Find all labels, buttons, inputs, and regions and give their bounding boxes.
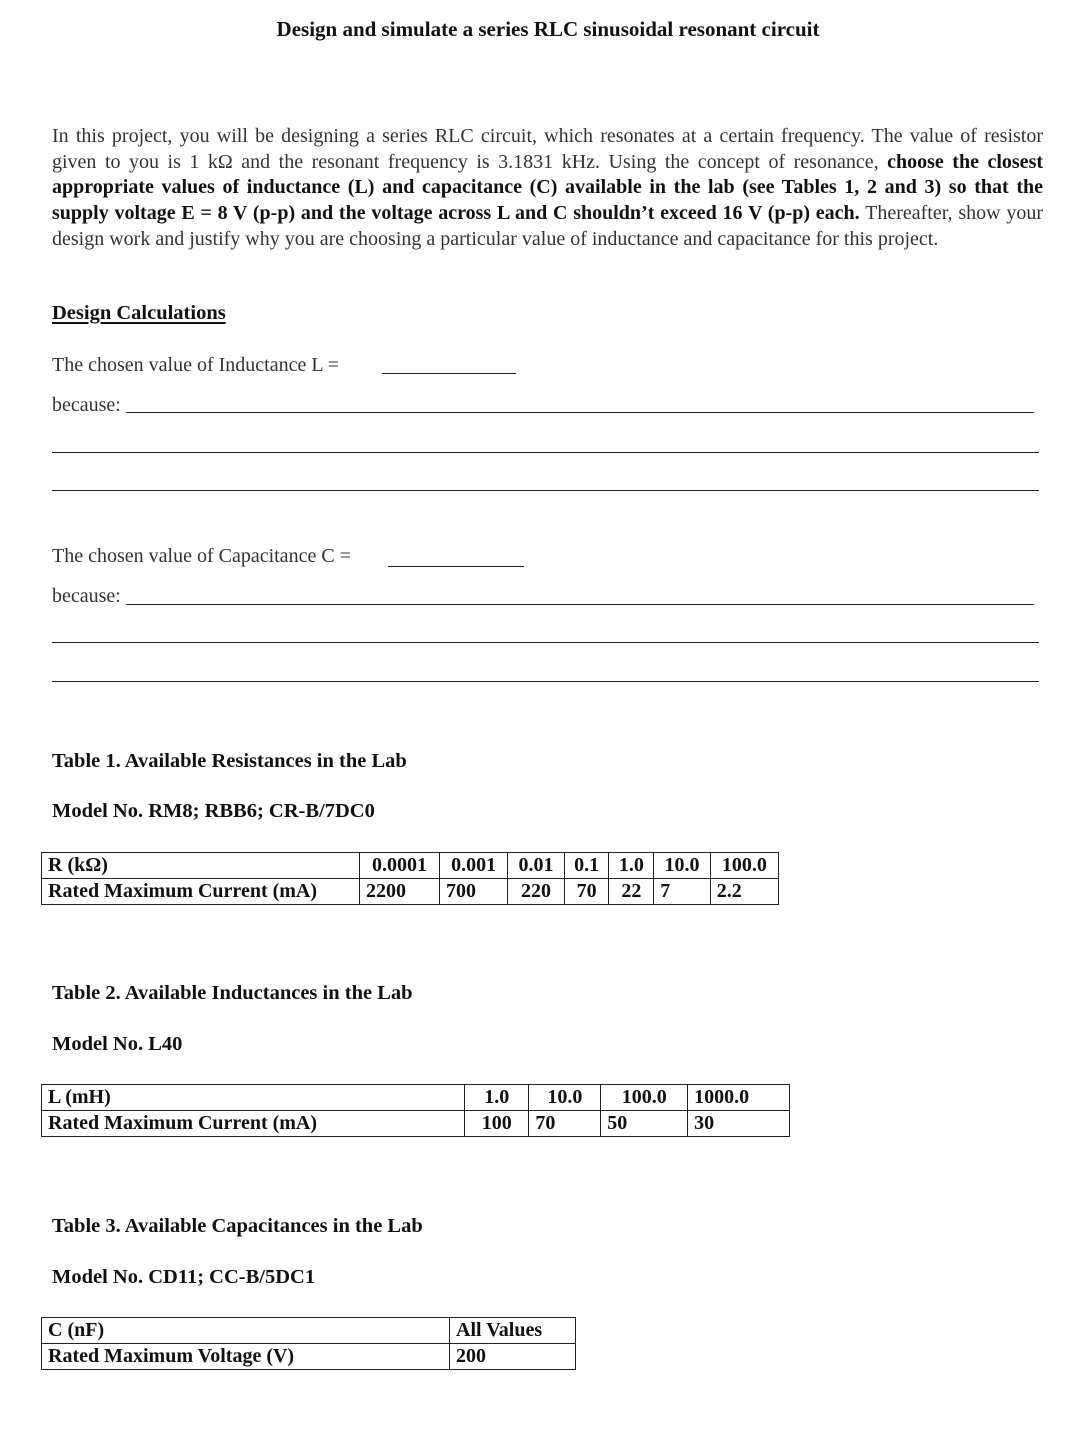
table-cell: 70 — [529, 1111, 601, 1137]
table-cell: 30 — [688, 1111, 790, 1137]
table-cell: 100.0 — [601, 1085, 688, 1111]
capacitance-table — [41, 1317, 576, 1370]
table-cell: 70 — [564, 879, 609, 905]
table-row — [42, 1111, 790, 1137]
intro-text-bold: choose the closest appropriate values of inductance (L) and capacitance (C) available in the lab (see Tables 1, 2 and 3) so that the supply voltage E = 8 V (p-p) and the voltage across L and C shouldn’t exceed 16 V (p-p) each. — [52, 150, 1044, 225]
table2-model: Model No. L40 — [52, 1033, 183, 1055]
table-cell: 10.0 — [529, 1085, 601, 1111]
table-cell: 2200 — [360, 879, 440, 905]
table-cell: 7 — [654, 879, 710, 905]
table3-title: Table 3. Available Capacitances in the Lab — [52, 1215, 423, 1237]
table-header-cell: Rated Maximum Current (mA) — [42, 879, 360, 905]
inductance-because-label: because: — [52, 394, 121, 416]
intro-text-start: In this project, you will be designing a series RLC circuit, which resonates at a certain frequency. The value of resistor given to you is 1 kΩ and the resonant frequency is 3.1831 kHz. Using the concept of resonance, — [52, 125, 1043, 173]
table-cell: 100 — [465, 1111, 529, 1137]
page-title: Design and simulate a series RLC sinusoidal resonant circuit — [276, 17, 820, 41]
capacitance-answer-line[interactable] — [388, 566, 524, 567]
table-cell: 220 — [508, 879, 564, 905]
table-cell: 0.0001 — [360, 853, 440, 879]
table-cell: All Values — [450, 1318, 576, 1344]
table-row — [42, 879, 779, 905]
table1-title: Table 1. Available Resistances in the Lab — [52, 750, 407, 772]
table-header-cell: C (nF) — [42, 1318, 450, 1344]
table-row — [42, 1344, 576, 1370]
table-cell: 22 — [609, 879, 654, 905]
table3-model: Model No. CD11; CC-B/5DC1 — [52, 1266, 316, 1288]
capacitance-because-line[interactable] — [126, 604, 1034, 605]
inductance-extra-line-2[interactable] — [52, 490, 1039, 491]
table-row — [42, 1318, 576, 1344]
table-cell: 1.0 — [609, 853, 654, 879]
table-cell: 0.001 — [440, 853, 508, 879]
capacitance-extra-line-1[interactable] — [52, 642, 1039, 643]
table2-title: Table 2. Available Inductances in the Lab — [52, 982, 413, 1004]
table-cell: 100.0 — [710, 853, 778, 879]
inductance-label: The chosen value of Inductance L = — [52, 354, 340, 376]
resistance-table — [41, 852, 779, 905]
inductance-because-line[interactable] — [126, 412, 1034, 413]
table-header-cell: Rated Maximum Voltage (V) — [42, 1344, 450, 1370]
table-cell: 0.1 — [564, 853, 609, 879]
inductance-answer-line[interactable] — [382, 373, 516, 374]
table-header-cell: L (mH) — [42, 1085, 465, 1111]
table-row — [42, 853, 779, 879]
table-header-cell: R (kΩ) — [42, 853, 360, 879]
table-header-cell: Rated Maximum Current (mA) — [42, 1111, 465, 1137]
table-cell: 1000.0 — [688, 1085, 790, 1111]
intro-paragraph — [52, 124, 1043, 253]
table-cell: 50 — [601, 1111, 688, 1137]
table-cell: 700 — [440, 879, 508, 905]
table-cell: 2.2 — [710, 879, 778, 905]
table-row — [42, 1085, 790, 1111]
table-cell: 200 — [450, 1344, 576, 1370]
inductance-extra-line-1[interactable] — [52, 452, 1039, 453]
inductance-table — [41, 1084, 790, 1137]
table-cell: 0.01 — [508, 853, 564, 879]
capacitance-extra-line-2[interactable] — [52, 681, 1039, 682]
table1-model: Model No. RM8; RBB6; CR-B/7DC0 — [52, 800, 375, 822]
table-cell: 10.0 — [654, 853, 710, 879]
intro-text-end: Thereafter, show your design work and justify why you are choosing a particular value of inductance and capacitance for this project. — [52, 202, 1043, 250]
table-cell: 1.0 — [465, 1085, 529, 1111]
design-calculations-heading: Design Calculations — [52, 302, 226, 324]
capacitance-label: The chosen value of Capacitance C = — [52, 545, 351, 567]
capacitance-because-label: because: — [52, 585, 121, 607]
